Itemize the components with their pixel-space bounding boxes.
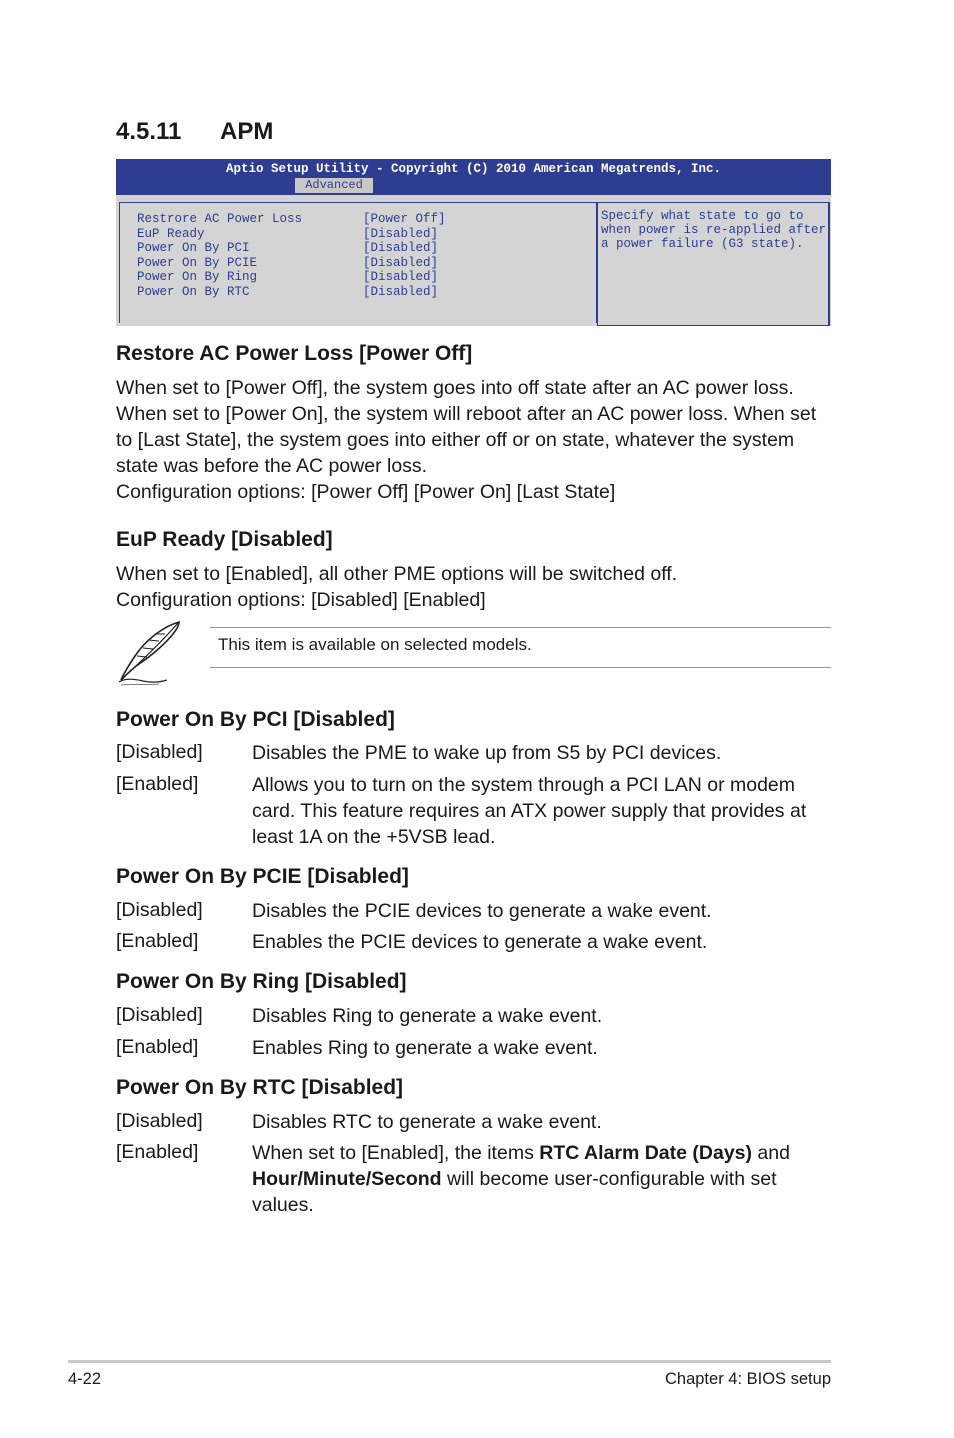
bios-item-eup-ready[interactable]: EuP Ready [Disabled] (137, 226, 439, 241)
ring-heading: Power On By Ring [Disabled] (116, 970, 407, 993)
bios-help-panel (597, 202, 830, 326)
section-title (116, 118, 273, 146)
footer-divider (68, 1360, 831, 1363)
pci-enabled-desc: Allows you to turn on the system through a PCI LAN or modem card. This feature requires an ATX power supply that provides at least 1A on the +5VSB lead. (252, 774, 807, 848)
rtc-enabled-label: [Enabled] (116, 1141, 199, 1163)
pcie-enabled-label: [Enabled] (116, 930, 199, 952)
eup-heading: EuP Ready [Disabled] (116, 528, 333, 551)
rtc-disabled-label: [Disabled] (116, 1110, 203, 1132)
ring-disabled-desc: Disables Ring to generate a wake event. (252, 1005, 603, 1027)
feather-note-icon (113, 618, 185, 688)
chapter-title: Chapter 4: BIOS setup (664, 1370, 831, 1388)
bios-item-power-on-rtc[interactable]: Power On By RTC [Disabled] (137, 284, 439, 299)
ring-enabled-desc: Enables Ring to generate a wake event. (252, 1037, 598, 1059)
restore-description: When set to [Power Off], the system goes into off state after an AC power loss. When set to [Power On], the system will reboot after an AC power loss. When set to [Last State], the system goes into either off or on state, whatever the system state was before the AC power loss. Configuration options: [Power Off] [Power On] [Last State] (116, 377, 817, 503)
note-divider-bottom (210, 667, 831, 668)
bios-item-power-on-pci[interactable]: Power On By PCI [Disabled] (137, 241, 439, 255)
note-text: This item is available on selected models. (218, 635, 532, 654)
bios-item-power-on-pcie[interactable]: Power On By PCIE [Disabled] (137, 255, 439, 270)
section-name: APM (220, 118, 274, 145)
pcie-disabled-desc: Disables the PCIE devices to generate a wake event. (252, 900, 712, 922)
pcie-heading: Power On By PCIE [Disabled] (116, 865, 409, 888)
bios-item-restore-ac[interactable]: Restrore AC Power Loss [Power Off] (137, 212, 446, 226)
rtc-disabled-desc: Disables RTC to generate a wake event. (252, 1111, 602, 1133)
bios-header (116, 159, 831, 195)
pci-enabled-label: [Enabled] (116, 773, 199, 795)
ring-disabled-label: [Disabled] (116, 1004, 203, 1026)
pci-disabled-desc: Disables the PME to wake up from S5 by PCI devices. (252, 742, 722, 764)
pcie-disabled-label: [Disabled] (116, 899, 203, 921)
rtc-heading: Power On By RTC [Disabled] (116, 1076, 404, 1099)
pci-heading: Power On By PCI [Disabled] (116, 708, 395, 731)
ring-enabled-label: [Enabled] (116, 1036, 199, 1058)
bios-screen (116, 159, 831, 326)
restore-heading: Restore AC Power Loss [Power Off] (116, 342, 473, 365)
bios-body (116, 195, 831, 326)
pcie-enabled-desc: Enables the PCIE devices to generate a wake event. (252, 931, 708, 953)
bios-tab-advanced[interactable]: Advanced (295, 178, 373, 193)
eup-description: When set to [Enabled], all other PME options will be switched off. Configuration options: [Disabled] [Enabled] (116, 563, 678, 611)
bios-help-text: Specify what state to go to when power is re-applied after a power failure (G3 state). (601, 209, 827, 251)
page-number: 4-22 (68, 1370, 102, 1388)
bios-title: Aptio Setup Utility - Copyright (C) 2010 American Megatrends, Inc. (225, 162, 722, 176)
bios-item-power-on-ring[interactable]: Power On By Ring [Disabled] (137, 270, 439, 284)
note-divider-top (210, 627, 831, 628)
bios-menu-panel (119, 202, 597, 323)
pci-disabled-label: [Disabled] (116, 741, 203, 763)
rtc-enabled-desc: When set to [Enabled], the items RTC Alarm Date (Days) and Hour/Minute/Second will become user-configurable with set values. (252, 1142, 790, 1216)
section-number: 4.5.11 (116, 118, 182, 145)
